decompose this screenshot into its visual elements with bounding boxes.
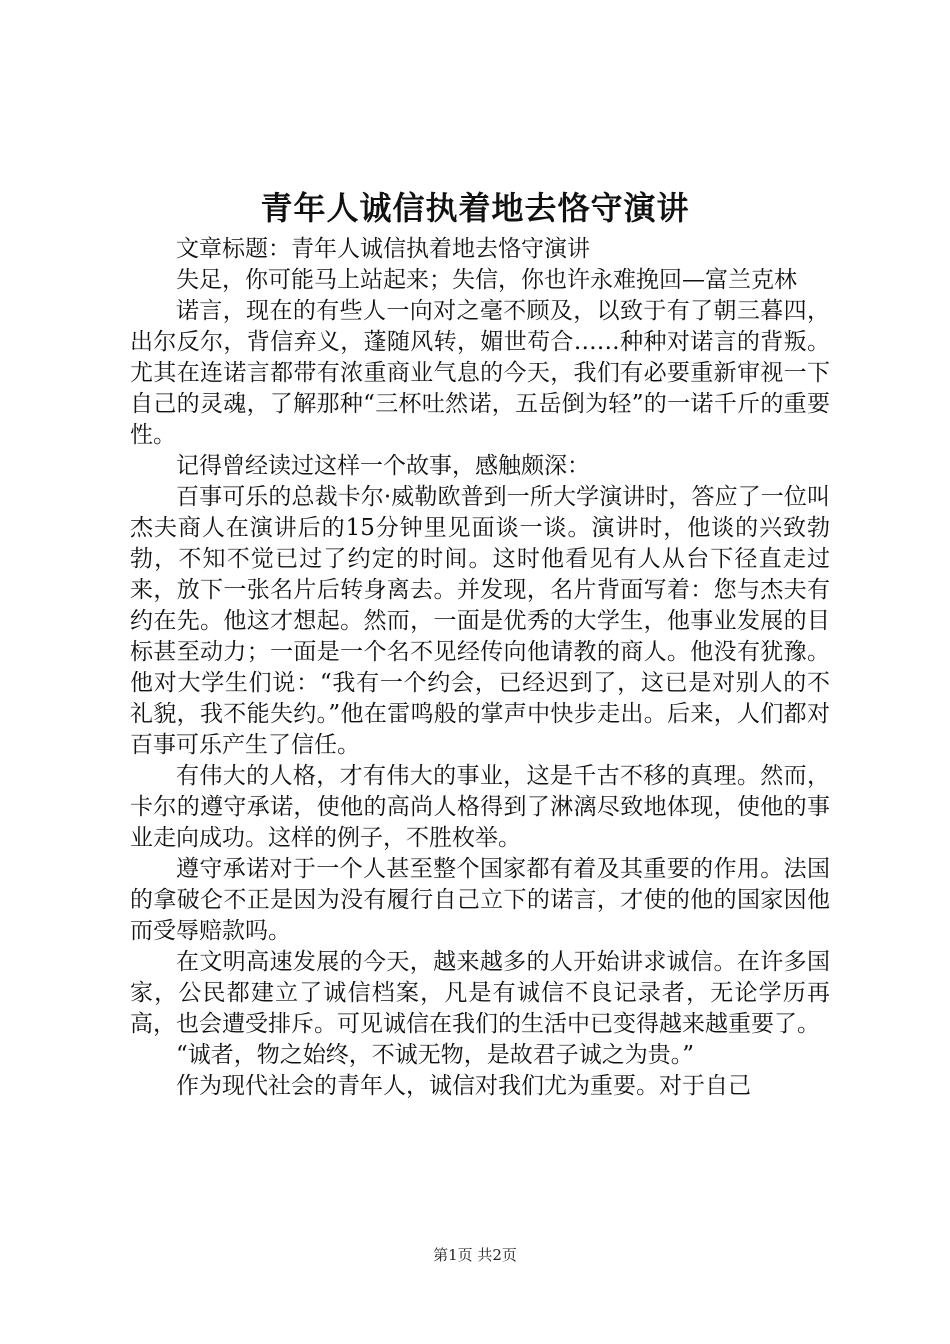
paragraph: 作为现代社会的青年人，诚信对我们尤为重要。对于自己 <box>176 1073 751 1099</box>
paragraph: 诺言，现在的有些人一向对之毫不顾及，以致于有了朝三暮四，出尔反尔，背信弃义，蓬随风转，媚世苟合……种种对诺言的背叛。尤其在连诺言都带有浓重商业气息的今天，我们有必要重新审视一下自己的灵魂，了解那种“三杯吐然诺，五岳倒为轻”的一诺千斤的重要性。 <box>130 298 830 448</box>
paragraph-quote-franklin: 失足，你可能马上站起来；失信，你也许永难挽回—富兰克林 <box>176 267 797 293</box>
document-title: 青年人诚信执着地去恪守演讲 <box>260 189 690 227</box>
paragraph: 有伟大的人格，才有伟大的事业，这是千古不移的真理。然而，卡尔的遵守承诺，使他的高尚人格得到了淋漓尽致地体现，使他的事业走向成功。这样的例子，不胜枚举。 <box>130 763 830 851</box>
paragraph: 记得曾经读过这样一个故事，感触颇深： <box>176 453 590 479</box>
page-footer: 第1页 共2页 <box>433 1246 517 1264</box>
paragraph: 在文明高速发展的今天，越来越多的人开始讲求诚信。在许多国家，公民都建立了诚信档案，凡是有诚信不良记录者，无论学历再高，也会遭受排斥。可见诚信在我们的生活中已变得越来越重要了。 <box>130 949 830 1037</box>
paragraph-quote: “诚者，物之始终，不诚无物，是故君子诚之为贵。” <box>176 1042 695 1068</box>
paragraph-article-title: 文章标题：青年人诚信执着地去恪守演讲 <box>176 236 590 262</box>
paragraph: 遵守承诺对于一个人甚至整个国家都有着及其重要的作用。法国的拿破仑不正是因为没有履行自己立下的诺言，才使的他的国家因他而受辱赔款吗。 <box>130 856 830 944</box>
paragraph: 百事可乐的总裁卡尔·威勒欧普到一所大学演讲时，答应了一位叫杰夫商人在演讲后的15分钟里见面谈一谈。演讲时，他谈的兴致勃勃，不知不觉已过了约定的时间。这时他看见有人从台下径直走过来，放下一张名片后转身离去。并发现，名片背面写着：您与杰夫有约在先。他这才想起。然而，一面是优秀的大学生，他事业发展的目标甚至动力；一面是一个名不见经传向他请教的商人。他没有犹豫。他对大学生们说：“我有一个约会，已经迟到了，这已是对别人的不礼貌，我不能失约。”他在雷鸣般的掌声中快步走出。后来，人们都对百事可乐产生了信任。 <box>130 484 830 758</box>
document-body <box>130 234 830 1102</box>
